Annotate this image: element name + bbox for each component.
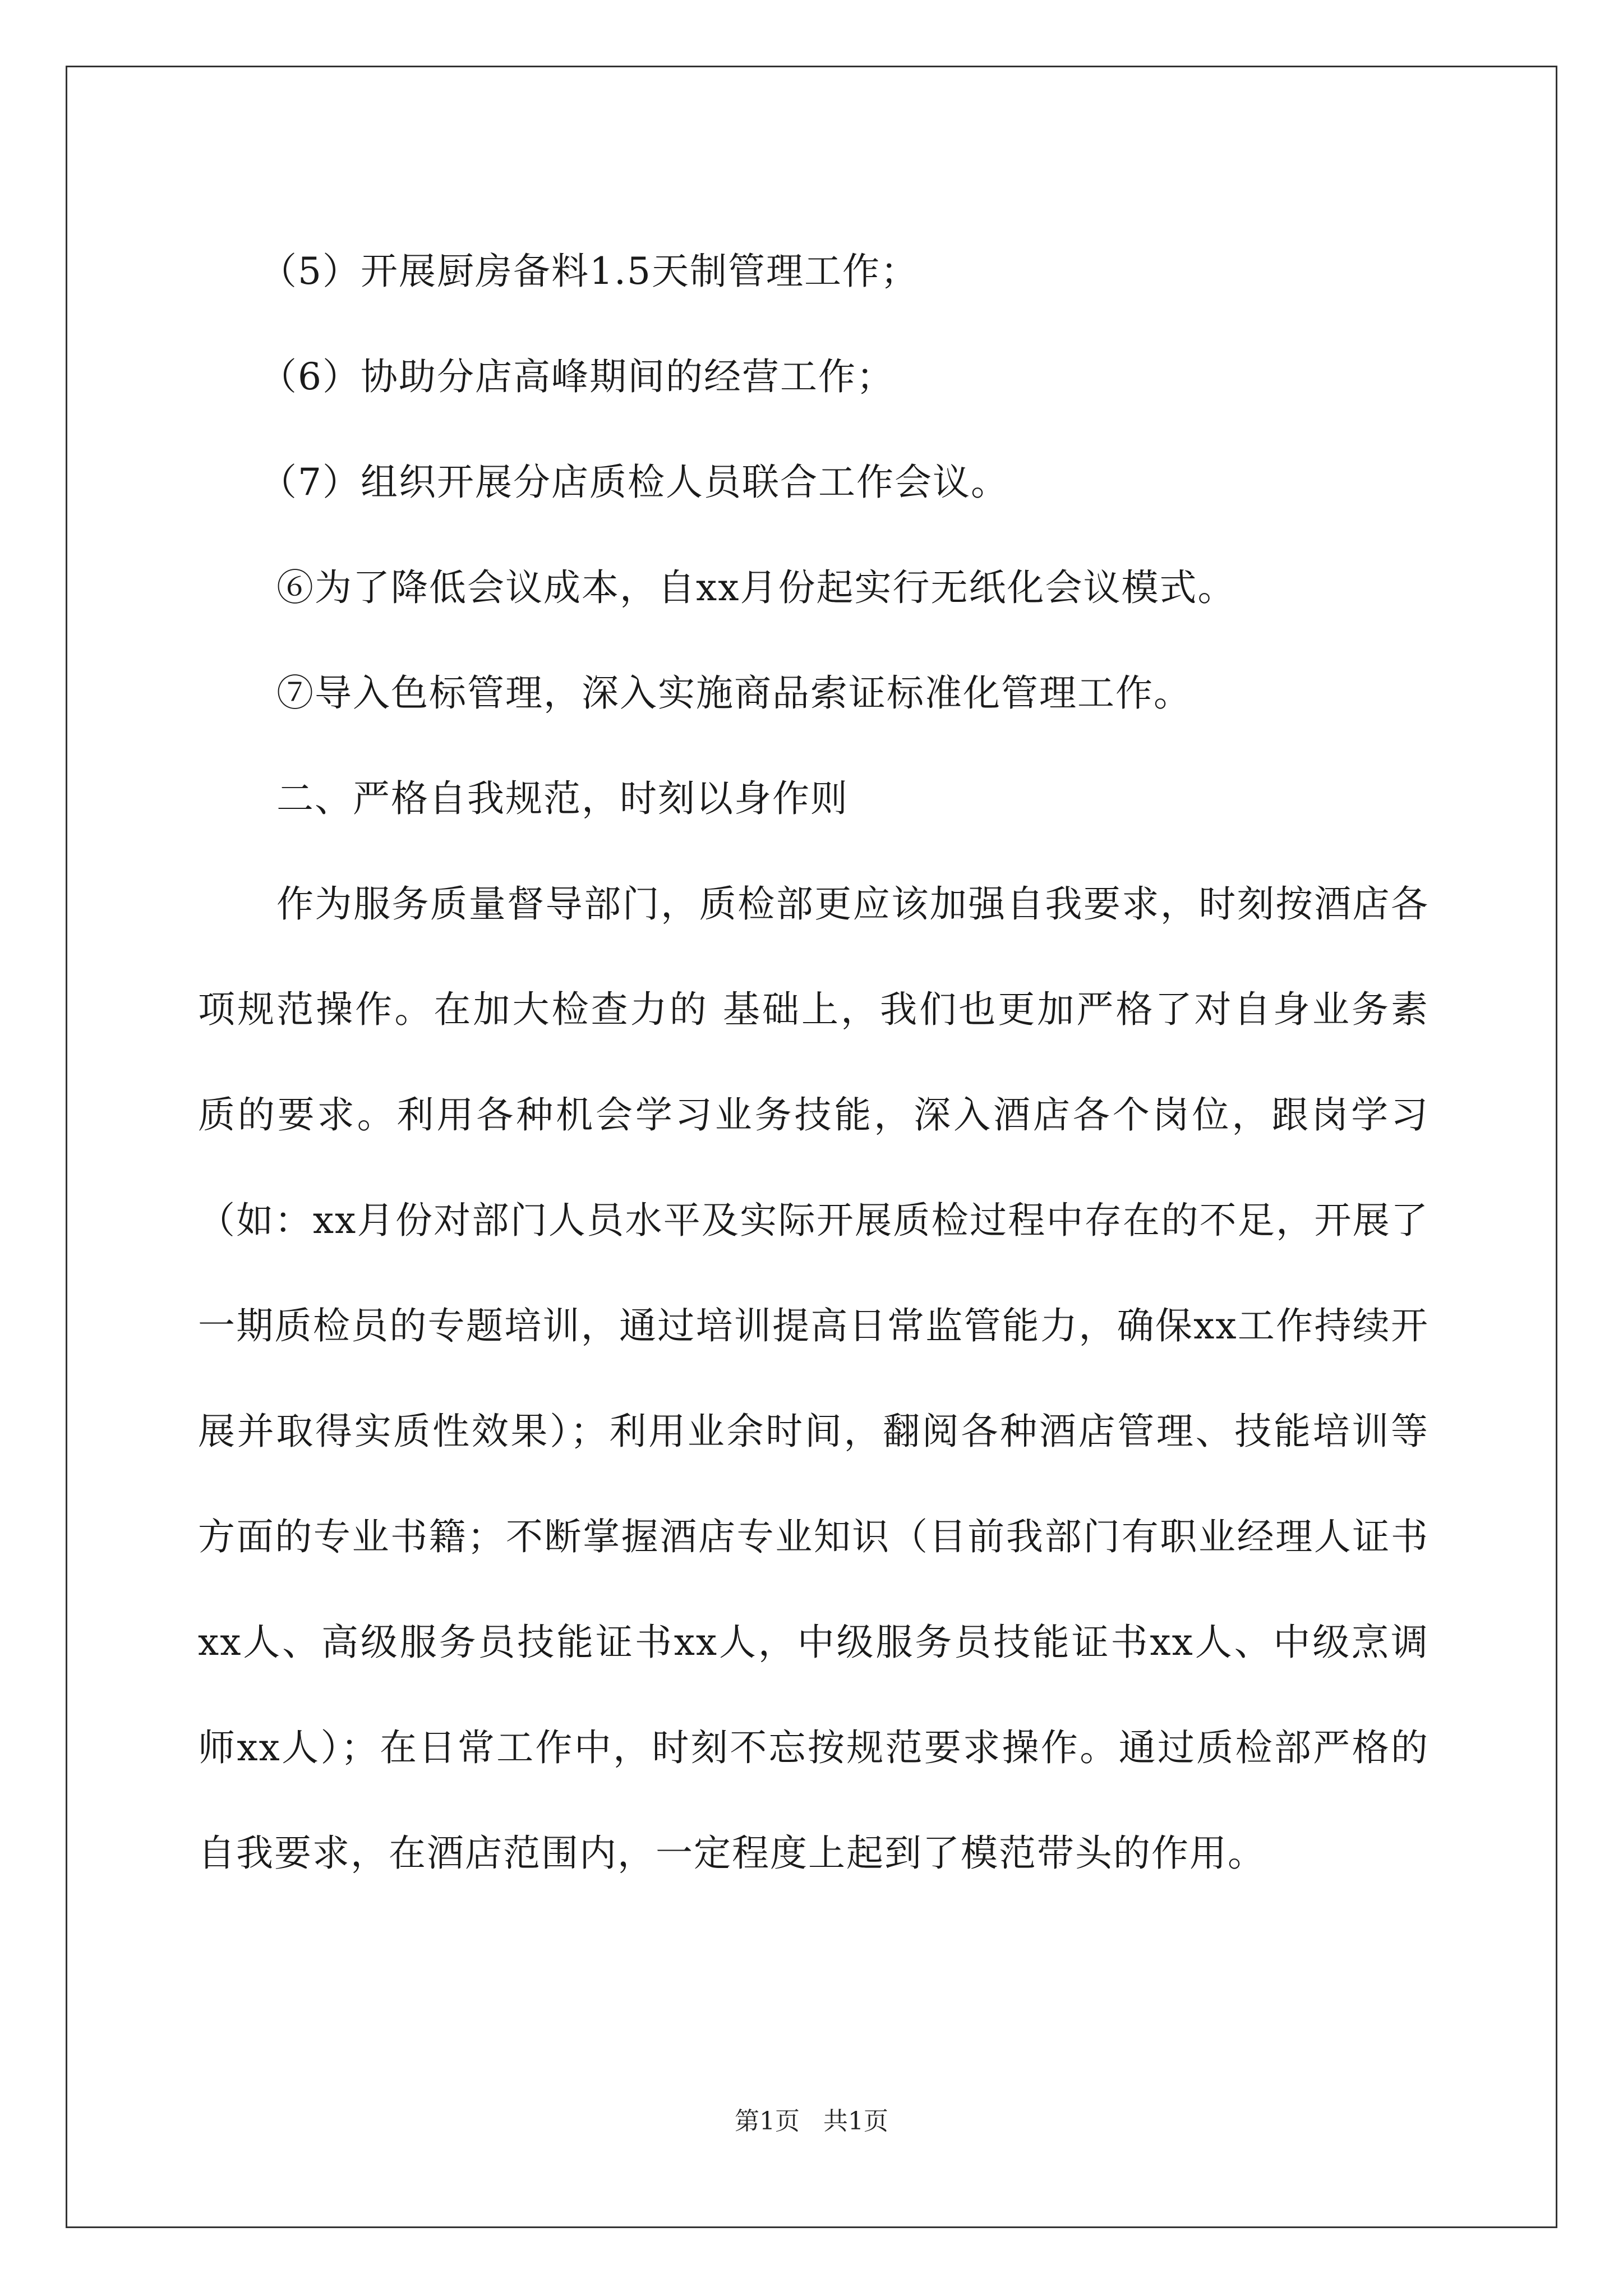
circled-item-7: ⑦导入色标管理，深入实施商品索证标准化管理工作。 — [276, 671, 1192, 715]
body-paragraph: 作为服务质量督导部门，质检部更应该加强自我要求，时刻按酒店各项规范操作。在加大检查力的 基础上，我们也更加严格了对自身业务素质的要求。利用各种机会学习业务技能，深入酒店各个岗位，跟岗学习（如：xx月份对部门人员水平及实际开展质检过程中存在的不足，开展了一期质检员的专题培训，通过培训提高日常监管能力，确保xx工作持续开展并取得实质性效果）；利用业余时间，翻阅各种酒店管理、技能培训等方面的专业书籍；不断掌握酒店专业知识（目前我部门有职业经理人证书xx人、高级服务员技能证书xx人，中级服务员技能证书xx人、中级烹调师xx人）；在日常工作中，时刻不忘按规范要求操作。通过质检部严格的自我要求，在酒店范围内，一定程度上起到了模范带头的作用。 — [198, 882, 1429, 1875]
document-body — [198, 219, 1429, 1906]
section-heading: 二、严格自我规范，时刻以身作则 — [276, 777, 849, 820]
list-item-6: （6）协助分店高峰期间的经营工作； — [260, 355, 895, 398]
circled-item-6: ⑥为了降低会议成本，自xx月份起实行无纸化会议模式。 — [276, 566, 1236, 609]
list-item-5: （5）开展厨房备料1.5天制管理工作； — [260, 250, 919, 293]
page-footer: 第1页 共1页 — [735, 2107, 888, 2136]
list-item-7: （7）组织开展分店质检人员联合工作会议。 — [260, 461, 1009, 504]
